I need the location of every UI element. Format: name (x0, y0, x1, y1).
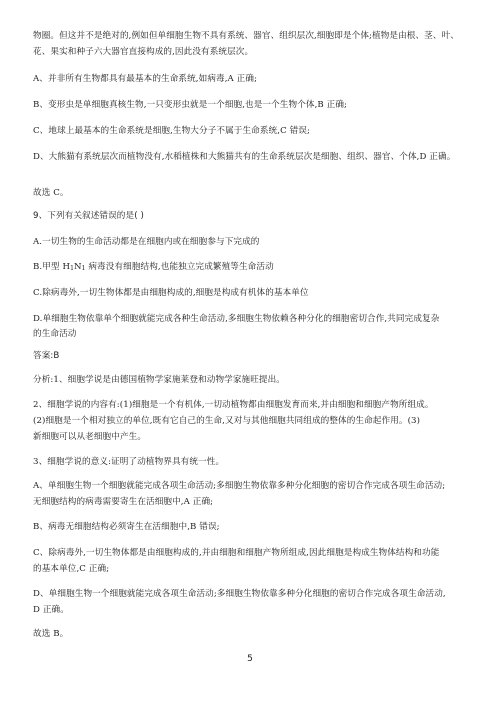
prev-conclusion: 故选 C。 (33, 188, 69, 198)
analysis-line-2-2: (2)细胞是一个相对独立的单位,既有它自己的生命,又对与其他细胞共同组成的整体的生命起作用。(3) (33, 416, 421, 426)
continued-text-line-2: 花、果实和种子六大器官直接构成的,因此没有系统层次。 (33, 47, 254, 57)
prev-option-b: B、变形虫是单细胞真核生物,一只变形虫就是一个细胞,也是一个生物个体,B 正确; (33, 100, 348, 110)
page-number: 5 (247, 654, 253, 664)
option-b-subscript-2: 1 (81, 265, 86, 272)
question-9-option-c: C.除病毒外,一切生物体都是由细胞构成的,细胞是构成有机体的基本单位 (33, 288, 309, 298)
explanation-b: B、病毒无细胞结构必须寄生在活细胞中,B 错误; (33, 522, 220, 532)
explanation-c-line-2: 的基本单位,C 正确; (33, 564, 110, 574)
analysis-line-3: 3、细胞学说的意义:证明了动植物界具有统一性。 (33, 457, 225, 467)
prev-option-a: A、并非所有生物都具有最基本的生命系统,如病毒,A 正确; (33, 74, 258, 84)
question-9-option-b (33, 262, 274, 274)
explanation-d-line-2: D 正确。 (33, 605, 69, 615)
answer-line: 答案:B (33, 351, 60, 361)
explanation-a-line-1: A、单细胞生物一个细胞就能完成各项生命活动;多细胞生物依靠多种分化细胞的密切合作完成各项生命活动; (33, 481, 446, 491)
continued-text-line-1: 物圈。但这并不是绝对的,例如但单细胞生物不具有系统、器官、组织层次,细胞即是个体;植物是由根、茎、叶、 (33, 31, 459, 41)
question-9-option-a: A.一切生物的生命活动都是在细胞内或在细胞参与下完成的 (33, 237, 260, 247)
explanation-d-line-1: D、单细胞生物一个细胞就能完成各项生命活动;多细胞生物依靠多种分化细胞的密切合作完成各项生命活动, (33, 589, 446, 599)
question-9-option-d-line-2: 的生命活动 (33, 329, 77, 339)
option-b-text-start: B.甲型 H (33, 262, 71, 272)
explanation-a-line-2: 无细胞结构的病毒需要寄生在活细胞中,A 正确; (33, 497, 214, 507)
prev-option-c: C、地球上最基本的生命系统是细胞,生物大分子不属于生命系统,C 错误; (33, 126, 310, 136)
option-b-text-mid: N (73, 262, 82, 272)
analysis-line-1: 分析:1、细胞学说是由德国植物学家施莱登和动物学家施旺提出。 (33, 375, 285, 385)
analysis-line-2-3: 新细胞可以从老细胞中产生。 (33, 432, 147, 442)
analysis-line-2-1: 2、细胞学说的内容有:(1)细胞是一个有机体,一切动植物都由细胞发育而来,并由细胞和细胞产物所组成。 (33, 400, 434, 410)
question-9-option-d-line-1: D.单细胞生物依靠单个细胞就能完成各种生命活动,多细胞生物依赖各种分化的细胞密切合作,共同完成复杂 (33, 314, 440, 324)
option-b-text-end: 病毒没有细胞结构,也能独立完成繁殖等生命活动 (85, 262, 274, 272)
prev-option-d: D、大熊猫有系统层次而植物没有,水稻植株和大熊猫共有的生命系统层次是细胞、组织、器官、个体,D 正确。 (33, 152, 456, 162)
conclusion: 故选 B。 (33, 629, 69, 639)
question-9-stem: 9、下列有关叙述错误的是( ) (33, 211, 144, 221)
option-b-subscript-1: 1 (70, 265, 74, 272)
explanation-c-line-1: C、除病毒外,一切生物体都是由细胞构成的,并由细胞和细胞产物所组成,因此细胞是构成生物体结构和功能 (33, 548, 440, 558)
